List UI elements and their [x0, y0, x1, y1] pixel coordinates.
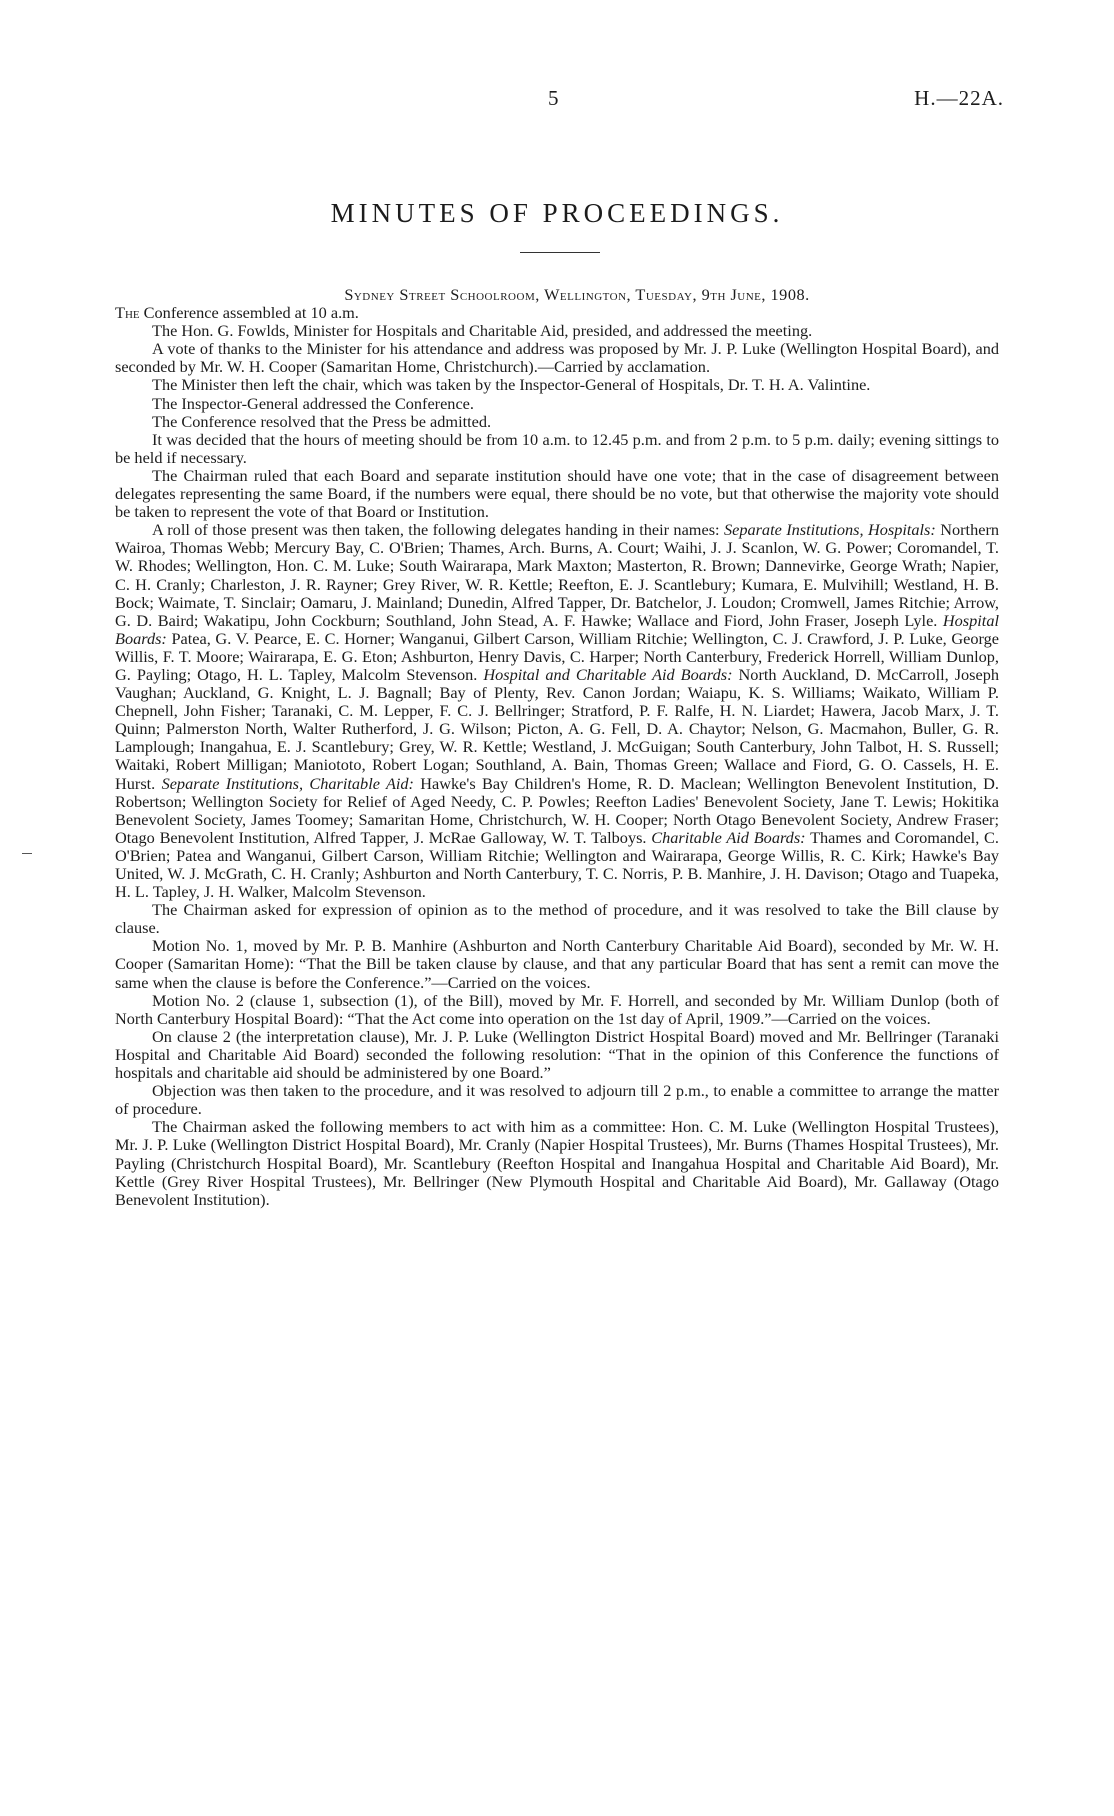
roll-section-text: Patea, G. V. Pearce, E. C. Horner; Wanganui, Gilbert Carson, William Ritchie; Wellington, C. J. Crawford, J. P. Luke, George Willis, F. T. Moore; Wairarapa, E. G. Eton; Ashburton, Henry Davis, C. Harper; North Canterbury, Frederick Horrell, William Dunlop, G. Payling; Otago, H. L. Tapley, Malcolm Stevenson. — [115, 628, 999, 684]
paragraph-meeting-hours: It was decided that the hours of meeting should be from 10 a.m. to 12.45 p.m. and from 2 p.m. to 5 p.m. daily; evening sittings to be held if necessary. — [115, 429, 999, 467]
paragraph-text: Conference assembled at 10 a.m. — [139, 303, 359, 323]
paragraph-press-admitted: The Conference resolved that the Press be admitted. — [152, 411, 492, 431]
paragraph-conference-assembled — [115, 304, 999, 322]
paragraph-chair-taken: The Minister then left the chair, which was taken by the Inspector-General of Hospitals, Dr. T. H. A. Valintine. — [152, 375, 871, 395]
paragraph-inspector-addressed: The Inspector-General addressed the Conference. — [152, 393, 474, 413]
margin-mark — [22, 853, 32, 854]
roll-section-text: Northern Wairoa, Thomas Webb; Mercury Bay, C. O'Brien; Thames, Arch. Burns, A. Court; Waihi, J. J. Scanlon, W. G. Power; Coromandel, T. W. Rhodes; Wellington, Hon. C. M. Luke; South Wairarapa, Mark Maxton; Masterton, R. Brown; Dannevirke, George Wrath; Napier, C. H. Cranly; Charleston, J. R. Rayner; Grey River, W. R. Kettle; Reefton, E. J. Scantlebury; Kumara, E. Mulvihill; Westland, H. B. Bock; Waimate, T. Sinclair; Oamaru, J. Mainland; Dunedin, Alfred Tapper, Dr. Batchelor, J. Loudon; Cromwell, James Ritchie; Arrow, G. D. Baird; Wakatipu, John Cockburn; Southland, John Stead, A. F. Hawke; Wallace and Fiord, John Fraser, Joseph Lyle. — [115, 520, 1000, 630]
title-divider — [520, 252, 600, 253]
roll-section-heading: Separate Institutions, Hospitals: — [723, 520, 936, 540]
roll-section-text: North Auckland, D. McCarroll, Joseph Vaughan; Auckland, G. Knight, L. J. Bagnall; Bay of Plenty, Rev. Canon Jordan; Waiapu, K. S. Williams; Waikato, William P. Chepnell, John Fisher; Taranaki, C. M. Lepper, F. C. J. Bellringer; Stratford, P. F. Ralfe, H. N. Liardet; Hawera, Jacob Marx, J. T. Quinn; Palmerston North, Walter Rutherford, J. G. Wilson; Picton, A. G. Fell, D. A. Chaytor; Nelson, G. Macmahon, Buller, G. R. Lamplough; Inangahua, E. J. Scantlebury; Grey, W. R. Kettle; Westland, J. McGuigan; South Canterbury, John Talbot, H. S. Russell; Waitaki, Robert Milligan; Maniototo, Robert Logan; Southland, A. Bain, Thomas Green; Wallace and Fiord, G. O. Cassels, H. E. Hurst. — [115, 664, 1000, 793]
roll-section-heading: Separate Institutions, Charitable Aid: — [161, 773, 414, 793]
paragraph-adjournment: Objection was then taken to the procedure, and it was resolved to adjourn till 2 p.m., to enable a committee to arrange the matter of procedure. — [115, 1081, 999, 1119]
paragraph-minister-presided: The Hon. G. Fowlds, Minister for Hospitals and Charitable Aid, presided, and addressed the meeting. — [152, 321, 813, 341]
page-title: MINUTES OF PROCEEDINGS. — [330, 198, 784, 228]
paragraph-voting-ruling: The Chairman ruled that each Board and separate institution should have one vote; that in the case of disagreement between delegates representing the same Board, if the numbers were equal, there should be no vote, but that otherwise the majority vote should be taken to represent the vote of that Board or Institution. — [115, 465, 999, 522]
paragraph-vote-of-thanks: A vote of thanks to the Minister for his attendance and address was proposed by Mr. J. P. Luke (Wellington Hospital Board), and seconded by Mr. W. H. Cooper (Samaritan Home, Christchurch).—Carried by acclamation. — [115, 339, 999, 377]
paragraph-procedure-opinion: The Chairman asked for expression of opinion as to the method of procedure, and it was resolved to take the Bill clause by clause. — [115, 900, 999, 938]
place-date-heading: Sydney Street Schoolroom, Wellington, Tuesday, 9th June, 1908. — [344, 285, 810, 304]
paragraph-clause-2: On clause 2 (the interpretation clause), Mr. J. P. Luke (Wellington District Hospital Board) moved and Mr. Bellringer (Taranaki Hospital and Charitable Aid Board) seconded the following resolution: “That in the opinion of this Conference the functions of hospitals and charitable aid should be administered by one Board.” — [115, 1026, 999, 1083]
paragraph-motion-1: Motion No. 1, moved by Mr. P. B. Manhire (Ashburton and North Canterbury Charitable Aid Board), seconded by Mr. W. H. Cooper (Samaritan Home): “That the Bill be taken clause by clause, and that any particular Board that has sent a remit can move the same when the clause is before the Conference.”—Carried on the voices. — [115, 936, 999, 992]
roll-intro: A roll of those present was then taken, the following delegates handing in their names: — [152, 520, 724, 540]
roll-section-heading: Hospital Boards: — [115, 610, 999, 648]
paragraph-motion-2: Motion No. 2 (clause 1, subsection (1), of the Bill), moved by Mr. F. Horrell, and seconded by Mr. William Dunlop (both of North Canterbury Hospital Board): “That the Act come into operation on the 1st day of April, 1909.”—Carried on the voices. — [115, 990, 999, 1028]
page-number: 5 — [548, 86, 559, 110]
paragraph-lead-word: The — [115, 303, 140, 323]
paragraph-committee: The Chairman asked the following members to act with him as a committee: Hon. C. M. Luke (Wellington Hospital Trustees), Mr. J. P. Luke (Wellington District Hospital Board), Mr. Cranly (Napier Hospital Trustees), Mr. Burns (Thames Hospital Trustees), Mr. Payling (Christchurch Hospital Board), Mr. Scantlebury (Reefton Hospital and Inangahua Hospital and Charitable Aid Board), Mr. Kettle (Grey River Hospital Trustees), Mr. Bellringer (New Plymouth Hospital and Charitable Aid Board), Mr. Gallaway (Otago Benevolent Institution). — [115, 1117, 999, 1209]
document-reference: H.—22A. — [914, 86, 1004, 110]
paragraph-roll-of-delegates — [115, 521, 999, 901]
roll-section-heading: Hospital and Charitable Aid Boards: — [483, 664, 733, 684]
roll-section-heading: Charitable Aid Boards: — [651, 827, 806, 847]
document-body — [115, 286, 999, 1209]
roll-section-text: Thames and Coromandel, C. O'Brien; Patea and Wanganui, Gilbert Carson, William Ritchie; Wellington and Wairarapa, George Willis, R. C. Kirk; Hawke's Bay United, W. J. McGrath, C. H. Cranly; Ashburton and North Canterbury, T. C. Norris, P. B. Manhire, J. H. Davison; Otago and Tuapeka, H. L. Tapley, J. H. Walker, Malcolm Stevenson. — [115, 827, 999, 902]
roll-section-text: Hawke's Bay Children's Home, R. D. Maclean; Wellington Benevolent Institution, D. Robertson; Wellington Society for Relief of Aged Needy, C. P. Powles; Reefton Ladies' Benevolent Society, Jane T. Lewis; Hokitika Benevolent Society, James Toomey; Samaritan Home, Christchurch, W. H. Cooper; North Otago Benevolent Society, Andrew Fraser; Otago Benevolent Institution, Alfred Tapper, J. McRae Galloway, W. T. Talboys. — [115, 773, 999, 847]
